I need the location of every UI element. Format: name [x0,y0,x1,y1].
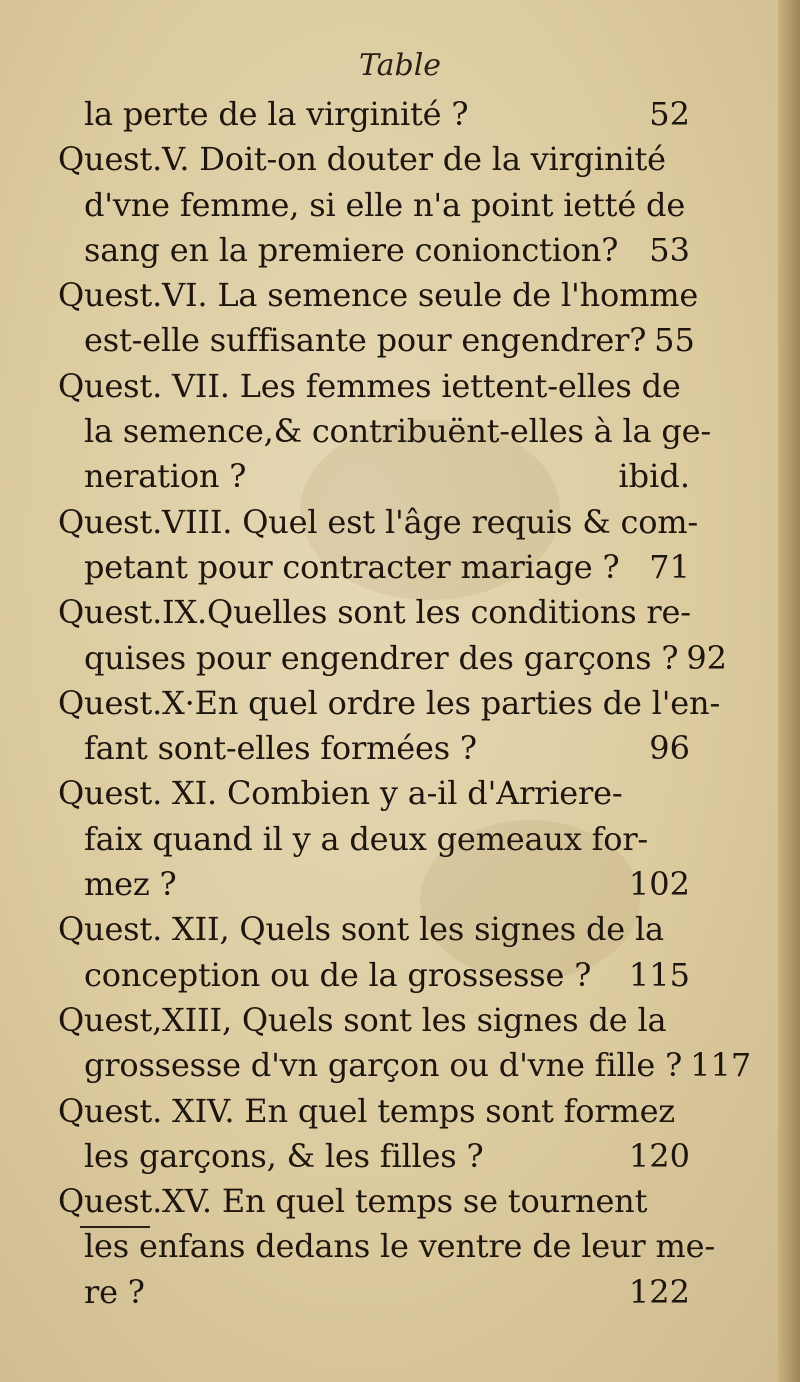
toc-line [58,1089,690,1134]
toc-line [58,681,721,726]
running-header: Table [358,48,442,83]
toc-line [58,1270,690,1315]
toc-line-text: petant pour contracter mariage ? [84,547,620,586]
toc-line [58,1179,690,1224]
toc-line-text: d'vne femme, si elle n'a point ietté de [84,185,686,224]
toc-line [58,545,690,590]
toc-page-number: 55 [654,321,695,360]
toc-line [58,273,699,318]
toc-entry [58,771,690,907]
toc-page-number: 120 [628,1136,690,1175]
toc-line-text: fant sont-elles formées ? [84,729,477,768]
toc-line-text: faix quand il y a deux gemeaux for- [84,819,649,858]
toc-line [58,726,690,771]
toc-line [58,771,690,816]
toc-line-text: Quest.VIII. Quel est l'âge requis & com- [58,502,699,541]
toc-line-text: la semence,& contribuënt-elles à la ge- [84,412,712,451]
toc-line [58,454,690,499]
toc-page-number: 102 [628,865,690,904]
toc-line [58,183,690,228]
toc-entry [58,907,690,998]
toc-line [58,907,690,952]
toc-page-number: 52 [649,95,690,133]
toc-line [58,1043,752,1088]
catchword-rule [80,1210,150,1228]
toc-page-number: 71 [649,547,690,586]
toc-line-text: conception ou de la grossesse ? [84,955,592,994]
toc-line [58,364,690,409]
toc-line [58,1134,690,1179]
toc-entry [58,590,728,681]
toc-entry [58,364,712,500]
toc-entry [58,681,721,772]
toc-page-number: 115 [628,955,690,994]
toc-line-text: Quest.IX.Quelles sont les conditions re- [58,593,691,632]
toc-line-text: Quest.X·En quel ordre les parties de l'en- [58,683,721,722]
toc-line [58,137,690,182]
toc-page-number: 92 [686,638,728,677]
toc-line-text: quises pour engendrer des garçons ? [84,638,679,677]
toc-line [58,1224,715,1269]
toc-line-text: sang en la premiere conionction? [84,230,619,269]
toc-line [58,409,712,454]
toc-line-text: Quest. XIV. En quel temps sont formez [58,1091,675,1130]
toc-page-number: 117 [690,1046,752,1085]
toc-line [58,817,690,862]
toc-entry [58,500,699,591]
toc-line [58,953,690,998]
toc-line-text: les garçons, & les filles ? [84,1136,484,1175]
toc-line [58,92,690,137]
toc-page-number: ibid. [618,457,690,496]
toc-page-number: 122 [628,1272,690,1311]
toc-entry [58,92,690,137]
toc-line [58,500,699,545]
toc-line [58,862,690,907]
toc-line-text: Quest.V. Doit-on douter de la virginité [58,140,666,179]
toc-line-text: les enfans dedans le ventre de leur me- [84,1227,715,1266]
toc-page-number: 53 [649,230,690,269]
toc-line-text: grossesse d'vn garçon ou d'vne fille ? [84,1046,683,1085]
toc-line-text: la perte de la virginité ? [84,95,469,133]
toc-entry [58,273,699,364]
toc-line [58,318,695,363]
toc-line-text: Quest. XI. Combien y a-il d'Arriere- [58,774,623,813]
toc-line [58,636,728,681]
toc-line-text: Quest. VII. Les femmes iettent-elles de [58,366,681,405]
toc-line-text: Quest.XV. En quel temps se tournent [58,1182,648,1221]
toc-entry [58,1089,690,1180]
toc-line-text: neration ? [84,457,247,496]
toc-line-text: mez ? [84,865,177,904]
toc-line-text: re ? [84,1272,145,1311]
toc-line [58,590,690,635]
table-of-contents [58,92,752,1315]
toc-entry [58,998,752,1089]
toc-entry [58,1179,715,1315]
toc-line [58,998,690,1043]
toc-line-text: Quest,XIII, Quels sont les signes de la [58,1000,667,1039]
toc-line [58,228,690,273]
toc-page-number: 96 [649,729,690,768]
toc-line-text: est-elle suffisante pour engendrer? [84,321,647,360]
toc-entry [58,137,690,273]
toc-line-text: Quest. XII, Quels sont les signes de la [58,910,664,949]
toc-line-text: Quest.VI. La semence seule de l'homme [58,276,699,315]
page-gutter [778,0,800,1382]
